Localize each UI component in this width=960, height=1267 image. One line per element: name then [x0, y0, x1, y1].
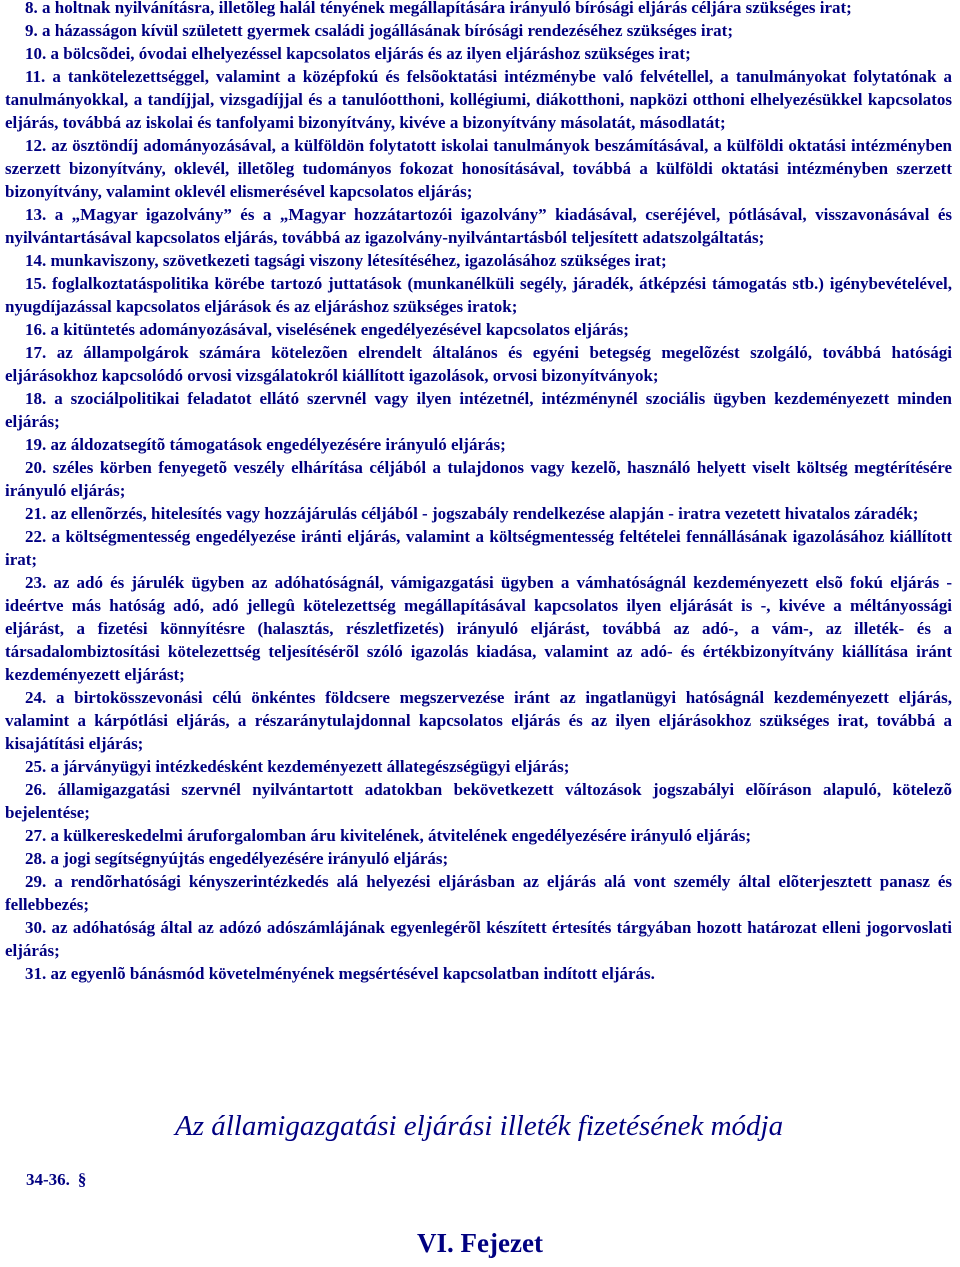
- list-item-number: 29.: [25, 872, 47, 891]
- list-item-text: az adó és járulék ügyben az adóhatóságnál, vámigazgatási ügyben a vámhatóságnál kezdeményezett elsõ fokú eljárás - ideértve más hatóság adó, adó jellegû kötelezettség megállapításával kapcsolatos ilyen eljárását is -, kivéve a méltányossági eljárást, a fizetési könnyítésre (halasztás, részletfizetés) irányuló eljárást, továbbá az adó-, a vám-, az illeték- és a társadalombiztosítási kötelezettség teljesítésérõl szóló igazolás kiadása, valamint az adó- és értékbizonyítvány kiállítása iránt kezdeményezett eljárást;: [5, 573, 952, 684]
- list-item-number: 16.: [25, 320, 47, 339]
- list-item-number: 8.: [25, 0, 38, 17]
- list-item-number: 21.: [25, 504, 47, 523]
- list-item: [5, 525, 952, 571]
- list-item: [5, 824, 952, 847]
- list-item-text: az ösztöndíj adományozásával, a külföldön folytatott iskolai tanulmányok beszámításával, a külföldi oktatási intézményben szerzett bizonyítvány, oklevél, illetõleg tudományos fokozat honosításával, továbbá a külföldi oktatási intézményben szerzett bizonyítvány, valamint oklevél elismerésével kapcsolatos eljárás;: [5, 136, 952, 201]
- list-item-number: 26.: [25, 780, 47, 799]
- list-item: [5, 755, 952, 778]
- list-item-text: a birtokösszevonási célú önkéntes földcsere megszervezése iránt az ingatlanügyi hatóságnál kezdeményezett eljárás, valamint a kárpótlási eljárás, a részaránytulajdonnal kapcsolatos eljárás és az ilyen eljárásokhoz szükséges irat, továbbá a kisajátítási eljárás;: [5, 688, 952, 753]
- list-item-number: 30.: [25, 918, 47, 937]
- section-reference-number: 34-36.: [26, 1170, 70, 1189]
- chapter-heading: VI. Fejezet: [417, 1228, 543, 1258]
- list-item-text: foglalkoztatáspolitika körébe tartozó juttatások (munkanélküli segély, járadék, átképzési támogatás stb.) igénybevételével, nyugdíjazással kapcsolatos eljárások és az eljáráshoz szükséges iratok;: [5, 274, 952, 316]
- list-item-number: 25.: [25, 757, 47, 776]
- list-item-text: a „Magyar igazolvány” és a „Magyar hozzátartozói igazolvány” kiadásával, cseréjével, pótlásával, visszavonásával és nyilvántartásával kapcsolatos eljárás, továbbá az igazolvány-nyilvántartásból teljesített adatszolgáltatás;: [5, 205, 952, 247]
- section-title: Az államigazgatási eljárási illeték fizetésének módja: [175, 1110, 784, 1142]
- list-item-text: a járványügyi intézkedésként kezdeményezett állategészségügyi eljárás;: [50, 757, 570, 776]
- list-item: [5, 203, 952, 249]
- list-item-text: a kitüntetés adományozásával, viselésének engedélyezésével kapcsolatos eljárás;: [50, 320, 629, 339]
- list-item: [5, 249, 952, 272]
- list-item-number: 12.: [25, 136, 47, 155]
- list-item: [5, 42, 952, 65]
- list-item: [5, 686, 952, 755]
- list-item-text: a rendõrhatósági kényszerintézkedés alá helyezési eljárásban az eljárás alá vont személy által elõterjesztett panasz és fellebbezés;: [5, 872, 953, 914]
- list-item: [5, 433, 952, 456]
- list-item-number: 15.: [25, 274, 47, 293]
- list-item-number: 23.: [25, 573, 47, 592]
- list-item: [5, 456, 952, 502]
- list-item: [5, 134, 952, 203]
- list-item-text: az állampolgárok számára kötelezõen elrendelt általános és egyéni betegség megelõzést szolgáló, továbbá hatósági eljárásokhoz kapcsolódó orvosi vizsgálatokról kiállított igazolások, orvosi bizonyítványok;: [5, 343, 952, 385]
- provision-list: [5, 0, 952, 985]
- list-item: [5, 19, 952, 42]
- list-item-text: az áldozatsegítõ támogatások engedélyezésére irányuló eljárás;: [50, 435, 506, 454]
- list-item: [5, 847, 952, 870]
- section-reference: [26, 1168, 86, 1191]
- list-item-number: 24.: [25, 688, 47, 707]
- list-item: [5, 387, 952, 433]
- list-item: [5, 502, 952, 525]
- list-item-number: 18.: [25, 389, 47, 408]
- list-item: [5, 272, 952, 318]
- list-item-number: 20.: [25, 458, 47, 477]
- list-item-text: az egyenlõ bánásmód követelményének megsértésével kapcsolatban indított eljárás.: [50, 964, 655, 983]
- list-item-number: 13.: [25, 205, 47, 224]
- list-item: [5, 778, 952, 824]
- list-item-text: az ellenõrzés, hitelesítés vagy hozzájárulás céljából - jogszabály rendelkezése alapján - iratra vezetett hivatalos záradék;: [50, 504, 919, 523]
- list-item-text: a tankötelezettséggel, valamint a középfokú és felsõoktatási intézménybe való felvétellel, a tanulmányokat folytatónak a tanulmányokkal, a tandíjjal, vizsgadíjjal és a tanulóotthoni, kollégiumi, diákotthoni, napközi otthoni elhelyezésükkel kapcsolatos eljárás, továbbá az iskolai és tanfolyami bizonyítvány, kivéve a bizonyítvány másolatát, másodlatát;: [5, 67, 953, 132]
- list-item-number: 9.: [25, 21, 38, 40]
- list-item-text: a bölcsõdei, óvodai elhelyezéssel kapcsolatos eljárás és az ilyen eljáráshoz szükséges irat;: [50, 44, 691, 63]
- list-item-text: széles körben fenyegetõ veszély elhárítása céljából a tulajdonos vagy kezelõ, használó helyett viselt költség megtérítésére irányuló eljárás;: [5, 458, 953, 500]
- list-item-text: az adóhatóság által az adózó adószámlájának egyenlegérõl készített értesítés tárgyában hozott határozat elleni jogorvoslati eljárás;: [5, 918, 952, 960]
- list-item-number: 28.: [25, 849, 47, 868]
- list-item-text: munkaviszony, szövetkezeti tagsági viszony létesítéséhez, igazolásához szükséges irat;: [50, 251, 667, 270]
- section-symbol: §: [77, 1170, 87, 1189]
- list-item-text: a költségmentesség engedélyezése iránti eljárás, valamint a költségmentesség feltételei fennállásának igazolásához kiállított irat;: [5, 527, 952, 569]
- list-item: [5, 916, 952, 962]
- list-item-number: 19.: [25, 435, 47, 454]
- list-item-number: 10.: [25, 44, 47, 63]
- list-item-text: a külkereskedelmi áruforgalomban áru kivitelének, átvitelének engedélyezésére irányuló eljárás;: [50, 826, 752, 845]
- list-item-number: 14.: [25, 251, 47, 270]
- list-item-number: 11.: [25, 67, 46, 86]
- list-item: [5, 0, 952, 19]
- list-item-number: 22.: [25, 527, 47, 546]
- list-item-number: 27.: [25, 826, 47, 845]
- list-item-text: államigazgatási szervnél nyilvántartott adatokban bekövetkezett változások jogszabályi elõíráson alapuló, kötelezõ bejelentése;: [5, 780, 952, 822]
- list-item-text: a házasságon kívül született gyermek családi jogállásának bírósági rendezéséhez szükséges irat;: [42, 21, 733, 40]
- list-item-text: a jogi segítségnyújtás engedélyezésére irányuló eljárás;: [50, 849, 449, 868]
- list-item: [5, 571, 952, 686]
- list-item: [5, 870, 952, 916]
- list-item-number: 31.: [25, 964, 47, 983]
- list-item-text: a szociálpolitikai feladatot ellátó szervnél vagy ilyen intézetnél, intézménynél szociális ügyben kezdeményezett minden eljárás;: [5, 389, 952, 431]
- list-item: [5, 341, 952, 387]
- list-item-number: 17.: [25, 343, 47, 362]
- list-item: [5, 65, 952, 134]
- list-item: [5, 962, 952, 985]
- list-item-text: a holtnak nyilvánításra, illetõleg halál tényének megállapítására irányuló bírósági eljárás céljára szükséges irat;: [42, 0, 852, 17]
- list-item: [5, 318, 952, 341]
